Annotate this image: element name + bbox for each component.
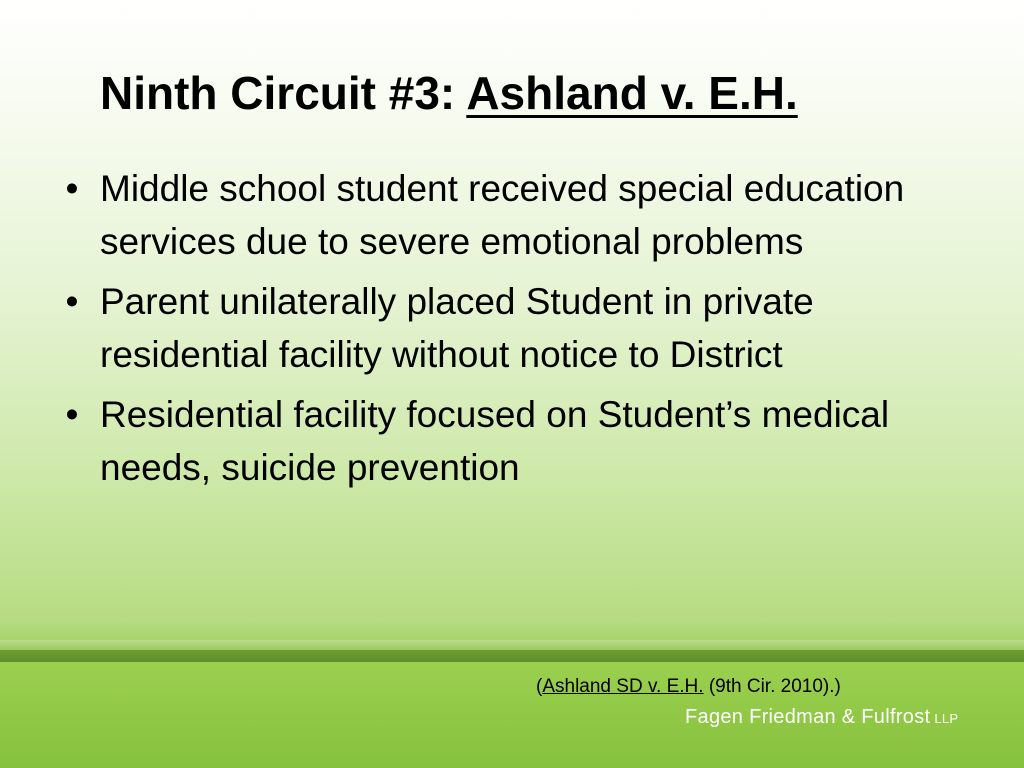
footer-band-line xyxy=(0,650,1024,662)
bullet-marker: • xyxy=(65,281,79,322)
citation-case-name: Ashland SD v. E.H. xyxy=(542,676,704,697)
bullet-marker: • xyxy=(65,168,79,209)
firm-logo-text xyxy=(685,706,958,729)
slide-title xyxy=(100,66,798,121)
bullet-text: Parent unilaterally placed Student in private residential facility without notice to District xyxy=(100,281,814,375)
bullet-item xyxy=(62,275,962,381)
bullet-item xyxy=(62,162,962,268)
citation-court-year: (9th Cir. 2010).) xyxy=(703,676,841,697)
bullet-text: Middle school student received special education services due to severe emotional problems xyxy=(100,168,905,262)
bullet-list xyxy=(62,162,962,501)
slide-title-prefix: Ninth Circuit #3: xyxy=(100,67,467,119)
firm-name: Fagen Friedman & Fulfrost xyxy=(685,706,931,728)
citation-open-paren: ( xyxy=(536,676,543,697)
bullet-marker: • xyxy=(65,394,79,435)
footer-band-top xyxy=(0,640,1024,650)
bullet-item xyxy=(62,388,962,494)
firm-suffix: LLP xyxy=(934,711,959,726)
case-citation xyxy=(536,676,841,698)
bullet-text: Residential facility focused on Student’s medical needs, suicide prevention xyxy=(100,394,890,488)
slide-title-case-name: Ashland v. E.H. xyxy=(466,67,798,119)
